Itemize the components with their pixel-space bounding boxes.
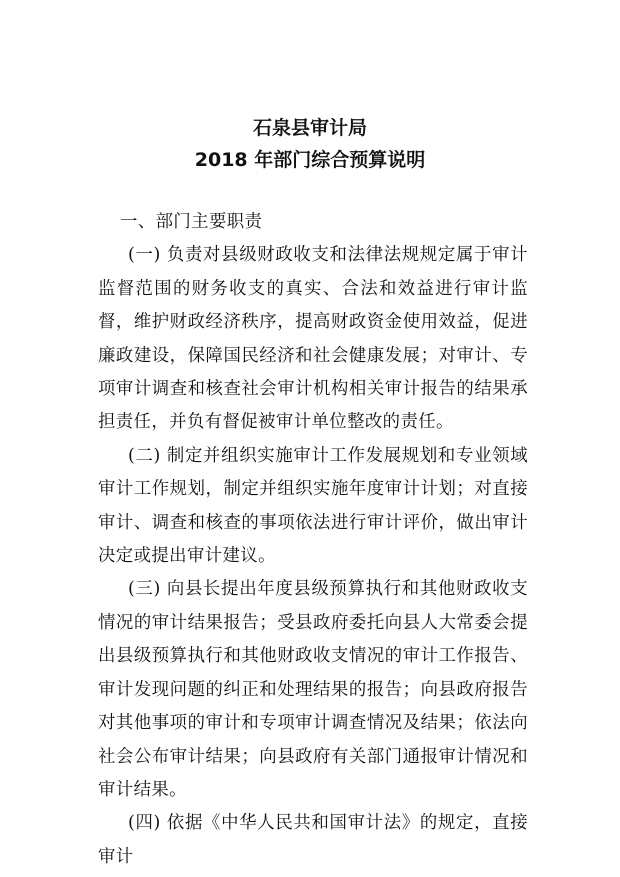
document-body xyxy=(98,206,528,874)
document-subtitle: 2018 年部门综合预算说明 xyxy=(194,149,426,171)
document-title: 石泉县审计局 xyxy=(252,117,367,139)
paragraph-4: (四) 依据《中华人民共和国审计法》的规定，直接审计 xyxy=(98,813,528,867)
paragraph-2: (二) 制定并组织实施审计工作发展规划和专业领域审计工作规划，制定并组织实施年度审计计划；对直接审计、调查和核查的事项依法进行审计评价，做出审计决定或提出审计建议。 xyxy=(98,445,528,567)
section-heading: 一、部门主要职责 xyxy=(120,212,263,232)
paragraph-1: (一) 负责对县级财政收支和法律法规规定属于审计监督范围的财务收支的真实、合法和效益进行审计监督，维护财政经济秩序，提高财政资金使用效益，促进廉政建设，保障国民经济和社会健康发展；对审计、专项审计调查和核查社会审计机构相关审计报告的结果承担责任，并负有督促被审计单位整改的责任。 xyxy=(98,245,528,433)
paragraph-3: (三) 向县长提出年度县级预算执行和其他财政收支情况的审计结果报告；受县政府委托向县人大常委会提出县级预算执行和其他财政收支情况的审计工作报告、审计发现问题的纠正和处理结果的报告；向县政府报告对其他事项的审计和专项审计调查情况及结果；依法向社会公布审计结果；向县政府有关部门通报审计情况和审计结果。 xyxy=(98,579,528,800)
